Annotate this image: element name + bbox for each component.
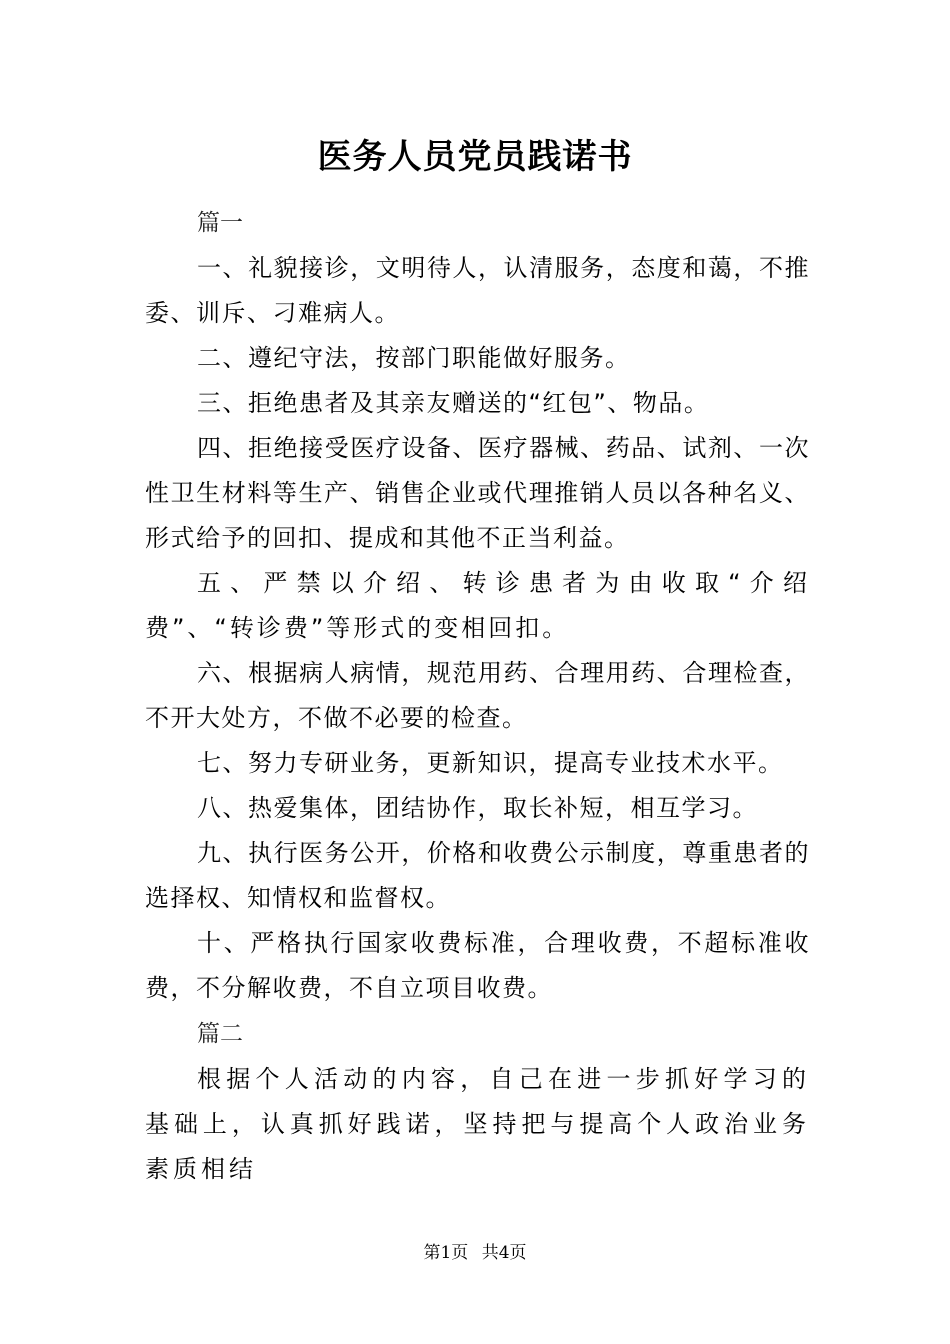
paragraph-6: 六、根据病人病情，规范用药、合理用药、合理检查，不开大处方，不做不必要的检查。 [145,659,810,732]
paragraph-3: 三、拒绝患者及其亲友赠送的“红包”、物品。 [197,389,710,417]
document-title: 医务人员党员践诺书 [317,137,633,177]
paragraph-10: 十、严格执行国家收费标准，合理收费，不超标准收费，不分解收费，不自立项目收费。 [145,929,810,1002]
section-heading-1: 篇一 [197,210,243,236]
paragraph-2: 二、遵纪守法，按部门职能做好服务。 [197,344,631,372]
paragraph-11: 根据个人活动的内容，自己在进一步抓好学习的基础上，认真抓好践诺，坚持把与提高个人政治业务素质相结 [145,1065,810,1183]
paragraph-7: 七、努力专研业务，更新知识，提高专业技术水平。 [197,749,784,777]
paragraph-9: 九、执行医务公开，价格和收费公示制度，尊重患者的选择权、知情权和监督权。 [145,839,810,912]
document-body [145,200,810,1192]
paragraph-5: 五、严禁以介绍、转诊患者为由收取“介绍费”、“转诊费”等形式的变相回扣。 [145,569,810,642]
paragraph-8: 八、热爱集体，团结协作，取长补短，相互学习。 [197,794,758,822]
page-total: 共4页 [481,1243,527,1263]
section-heading-2: 篇二 [197,1021,243,1047]
page-number: 第1页 [423,1243,469,1263]
paragraph-4: 四、拒绝接受医疗设备、医疗器械、药品、试剂、一次性卫生材料等生产、销售企业或代理推销人员以各种名义、形式给予的回扣、提成和其他不正当利益。 [145,434,810,552]
page-footer [0,1238,950,1268]
paragraph-1: 一、礼貌接诊，文明待人，认清服务，态度和蔼，不推委、训斥、刁难病人。 [145,254,810,327]
